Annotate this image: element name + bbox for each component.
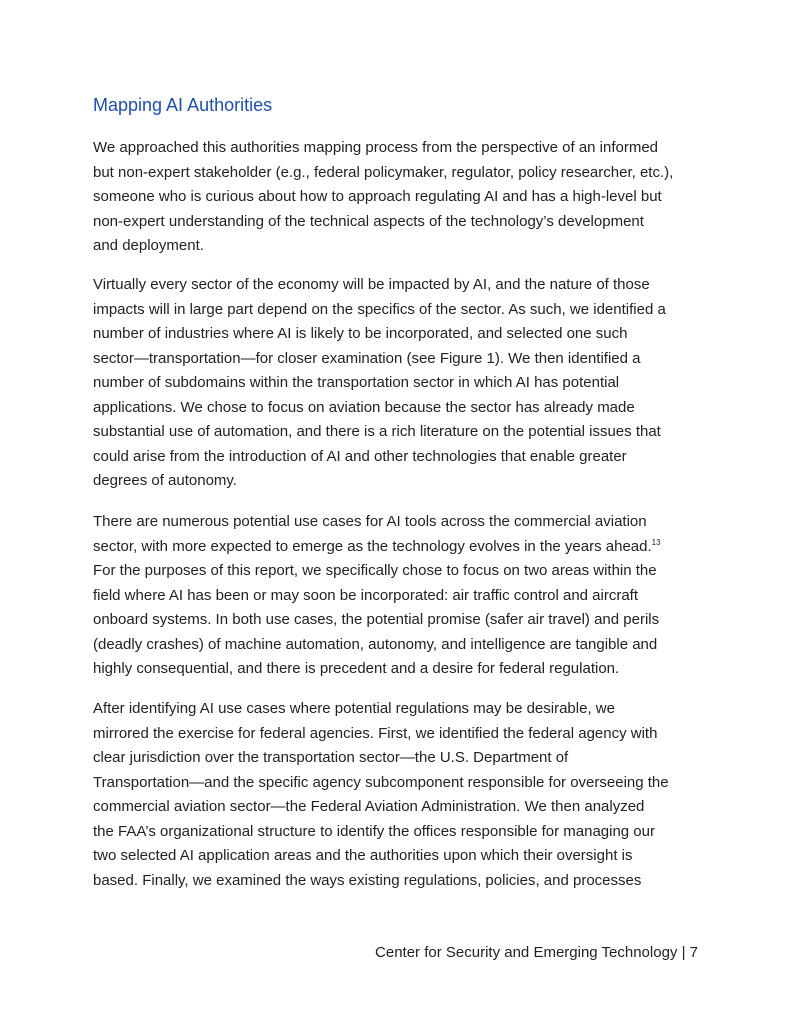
- paragraph-line: (deadly crashes) of machine automation, autonomy, and intelligence are tangible and: [93, 635, 658, 653]
- paragraph-line: After identifying AI use cases where potential regulations may be desirable, we: [93, 700, 615, 717]
- paragraph-line: someone who is curious about how to approach regulating AI and has a high-level but: [93, 188, 662, 205]
- paragraph-line: highly consequential, and there is precedent and a desire for federal regulation.: [93, 660, 620, 677]
- paragraph-line: the FAA’s organizational structure to identify the offices responsible for managing our: [93, 822, 655, 840]
- paragraph-line: Virtually every sector of the economy will be impacted by AI, and the nature of those: [93, 276, 650, 293]
- paragraph-line: could arise from the introduction of AI and other technologies that enable greater: [93, 447, 627, 465]
- paragraph-line-text: sector, with more expected to emerge as the technology evolves in the years ahead.: [93, 537, 652, 555]
- paragraph-line: non-expert understanding of the technical aspects of the technology’s development: [93, 212, 644, 230]
- paragraph-line: We approached this authorities mapping process from the perspective of an informed: [93, 139, 659, 156]
- paragraph-2: [93, 273, 666, 494]
- paragraph-line: For the purposes of this report, we specifically chose to focus on two areas within the: [93, 562, 657, 579]
- paragraph-3: [93, 510, 661, 682]
- paragraph-line: based. Finally, we examined the ways existing regulations, policies, and processes: [93, 871, 642, 889]
- page-footer: Center for Security and Emerging Technology | 7: [375, 944, 698, 961]
- paragraph-line: There are numerous potential use cases for AI tools across the commercial aviation: [93, 513, 647, 530]
- paragraph-line: sector—transportation—for closer examination (see Figure 1). We then identified a: [93, 349, 641, 367]
- paragraph-line: clear jurisdiction over the transportation sector—the U.S. Department of: [93, 749, 569, 766]
- paragraph-line: number of subdomains within the transportation sector in which AI has potential: [93, 374, 620, 391]
- paragraph-line: substantial use of automation, and there is a rich literature on the potential issues that: [93, 423, 661, 440]
- paragraph-line: mirrored the exercise for federal agencies. First, we identified the federal agency with: [93, 724, 658, 742]
- paragraph-line: field where AI has been or may soon be incorporated: air traffic control and aircraft: [93, 586, 639, 604]
- section-heading: Mapping AI Authorities: [93, 95, 273, 115]
- paragraph-line: but non-expert stakeholder (e.g., federal policymaker, regulator, policy researcher, etc.),: [93, 163, 674, 181]
- paragraph-4: [93, 697, 669, 893]
- paragraph-line: Transportation—and the specific agency subcomponent responsible for overseeing the: [93, 773, 669, 791]
- paragraph-line: commercial aviation sector—the Federal Aviation Administration. We then analyzed: [93, 798, 645, 815]
- paragraph-line: and deployment.: [93, 237, 204, 254]
- paragraph-line: applications. We chose to focus on aviation because the sector has already made: [93, 398, 635, 416]
- paragraph-line: number of industries where AI is likely to be incorporated, and selected one such: [93, 325, 628, 342]
- paragraph-line: [93, 535, 661, 560]
- footnote-reference[interactable]: 13: [651, 537, 661, 547]
- paragraph-line: degrees of autonomy.: [93, 472, 237, 489]
- paragraph-line: onboard systems. In both use cases, the potential promise (safer air travel) and perils: [93, 611, 660, 628]
- paragraph-1: [93, 136, 673, 259]
- paragraph-line: impacts will in large part depend on the specifics of the sector. As such, we identified a: [93, 300, 666, 318]
- paragraph-line: two selected AI application areas and the authorities upon which their oversight is: [93, 847, 633, 864]
